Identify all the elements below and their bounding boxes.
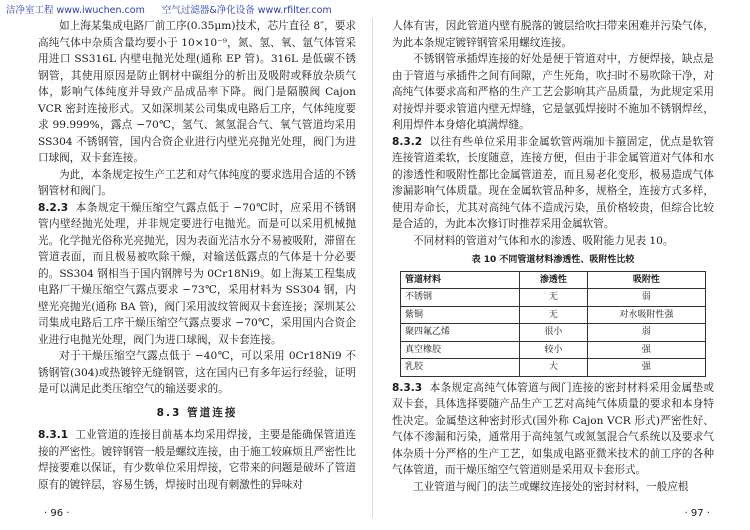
table-header-row [401,271,706,289]
clause-text: 工业管道的连接目前基本均采用焊接，主要是能确保管道连接的严密性。镀锌钢管一般是螺纹连接，由于施工较麻烦且严密性比焊接要难以保证，有少数单位采用焊接，它带来的问题是破坏了管道原有的镀锌层，容易生锈，焊接时出现有刺激性的异味对 [38,429,356,491]
left-paragraph-2: 为此，本条规定按生产工艺和对气体纯度的要求选用合适的不锈钢管材和阀门。 [38,168,356,197]
table-row [401,324,706,342]
watermark-links [6,2,346,16]
table-cell: 紫铜 [401,306,520,324]
table-header: 管道材料 [401,271,520,289]
page-number-left: · 96 · [44,508,70,519]
table-row [401,359,706,377]
clause-8-3-3 [392,380,714,479]
clause-text: 以往有些单位采用非金属软管两端加卡箍固定，优点是软管连接管道柔软，长度随意，连接方便，但由于非金属管道对气体和水的渗透性和吸附性都比金属管道差，而且易老化变形，极易造成气体渗漏影响气体质量。现在金属软管品种多，规格全，连接方式多样，使用寿命长，尤其对高纯气体不造成污染，虽价格较贵，但综合比较是合适的，为此本次修订时推荐采用金属软管。 [392,135,714,230]
table-cell: 无 [520,289,588,307]
table-row [401,341,706,359]
table-cell: 较小 [520,341,588,359]
table-cell: 不锈钢 [401,289,520,307]
right-paragraph-2: 不锈钢管承插焊连接的好处是便于管道对中，方便焊接，缺点是由于管道与承插件之间有间隙，产生死角，吹扫时不易吹除干净，对高纯气体要求高和严格的生产工艺会影响其产品质量，为此规定采用对接焊并要求管道内壁无焊缝，它是氩弧焊接时不施加不锈钢焊丝，利用焊件本身熔化填满焊缝。 [392,53,714,131]
right-page [392,18,714,495]
clause-number: 8.3.3 [392,381,423,394]
table-row [401,306,706,324]
top-banner [0,0,750,17]
table-cell: 很小 [520,324,588,342]
table-cell: 弱 [587,289,705,307]
clause-number: 8.3.2 [392,135,423,148]
table-cell: 聚四氟乙烯 [401,324,520,342]
table-cell: 无 [520,306,588,324]
left-paragraph-4: 对于干燥压缩空气露点低于 −40℃，可以采用 0Cr18Ni9 不锈钢管(304)或热镀锌无缝钢管，这在国内已有多年运行经验，证明是可以满足此类压缩空气的输送要求的。 [38,350,356,395]
material-comparison-table [400,271,706,377]
clause-text: 本条规定干燥压缩空气露点低于 −70℃时，应采用不锈钢管内壁经抛光处理，并非规定要进行电抛光。而是可以采用机械抛光。化学抛光俗称光亮抛光，因为表面光洁水分不易被吸附，滞留在管道表面，而且极易被吹除干燥，对输送低露点的气体是十分必要的。SS304 钢相当于国内钢牌号为 0Cr18Ni9。如上海某工程集成电路厂干燥压缩空气露点要求 −73℃，采用材料为 SS304 钢，内壁光亮抛光(通称 BA 管)，阀门采用波纹管阀双卡套连接；深圳某公司集成电路后工序干燥压缩空气露点要求 −70℃，采用国内合资企业进行电抛光处理，阀门为进口球阀，双卡套连接。 [38,201,356,346]
table-cell: 强 [587,359,705,377]
clause-number: 8.3.1 [38,429,69,441]
table-cell: 强 [587,341,705,359]
table-cell: 大 [520,359,588,377]
clause-8-3-2 [392,134,714,233]
clause-8-3-1 [38,427,356,493]
right-paragraph-1: 人体有害，因此管道内壁有脱落的镀层给吹扫带来困难并污染气体，为此本条规定镀锌钢管采用螺纹连接。 [392,20,714,49]
site-link-1[interactable]: 洁净室工程 www.iwuchen.com [6,5,145,16]
left-paragraph-1: 如上海某集成电路厂前工序(0.35μm)技术，芯片直径 8″，要求高纯气体中杂质含量均要小于 10×10⁻⁹，氮、氢、氧、氩气体管采用进口 SS316L 内壁电抛光处理(通称 EP 管)。316L 是低碳不锈钢管，其使用原因是防止钢材中碳组分的析出及吸附或释放杂质气体，影响气体纯度并导致产品成品率下降。阀门是隔膜阀 Cajon VCR 密封连接形式。又如深圳某公司集成电路后工序，气体纯度要求 99.999%，露点 −70℃，氢气、氮氢混合气、氧气管道均采用 SS304 不锈钢管，国内合资企业进行内壁光亮抛光处理，阀门为进口球阀，双卡套连接。 [38,20,356,164]
table-cell: 真空橡胶 [401,341,520,359]
page-number-right: · 97 · [684,508,710,519]
left-page [38,18,356,493]
clause-number: 8.2.3 [38,201,69,214]
table-row [401,289,706,307]
page-gutter [372,18,373,518]
clause-8-2-3 [38,200,356,349]
table-cell: 对水吸附性强 [587,306,705,324]
site-link-2[interactable]: 空气过滤器&净化设备 www.rfilter.com [161,5,332,16]
right-paragraph-6: 工业管道与阀门的法兰或螺纹连接处的密封材料，一般应根 [413,480,689,493]
table-title: 表 10 不同管道材料渗透性、吸附性比较 [471,255,635,265]
clause-text: 本条规定高纯气体管道与阀门连接的密封材料采用金属垫或双卡套，具体选择要随产品生产工艺对高纯气体质量的要求和本身特性决定。金属垫这种密封形式(国外称 Cajon VCR 形式)严密性好、气体不渗漏和污染，通常用于高纯氢气或氮氢混合气系统以及要求气体杂质十分严格的生产工艺，如集成电路亚微米技术的前工序的各种气体管道，而干燥压缩空气管道则是采用双卡套形式。 [392,381,714,476]
section-heading: 8.3 管道连接 [156,406,238,419]
table-header: 吸附性 [587,271,705,289]
table-header: 渗透性 [520,271,588,289]
right-paragraph-4: 不同材料的管道对气体和水的渗透、吸附能力见表 10。 [413,234,674,247]
table-cell: 乳胶 [401,359,520,377]
table-cell: 弱 [587,324,705,342]
